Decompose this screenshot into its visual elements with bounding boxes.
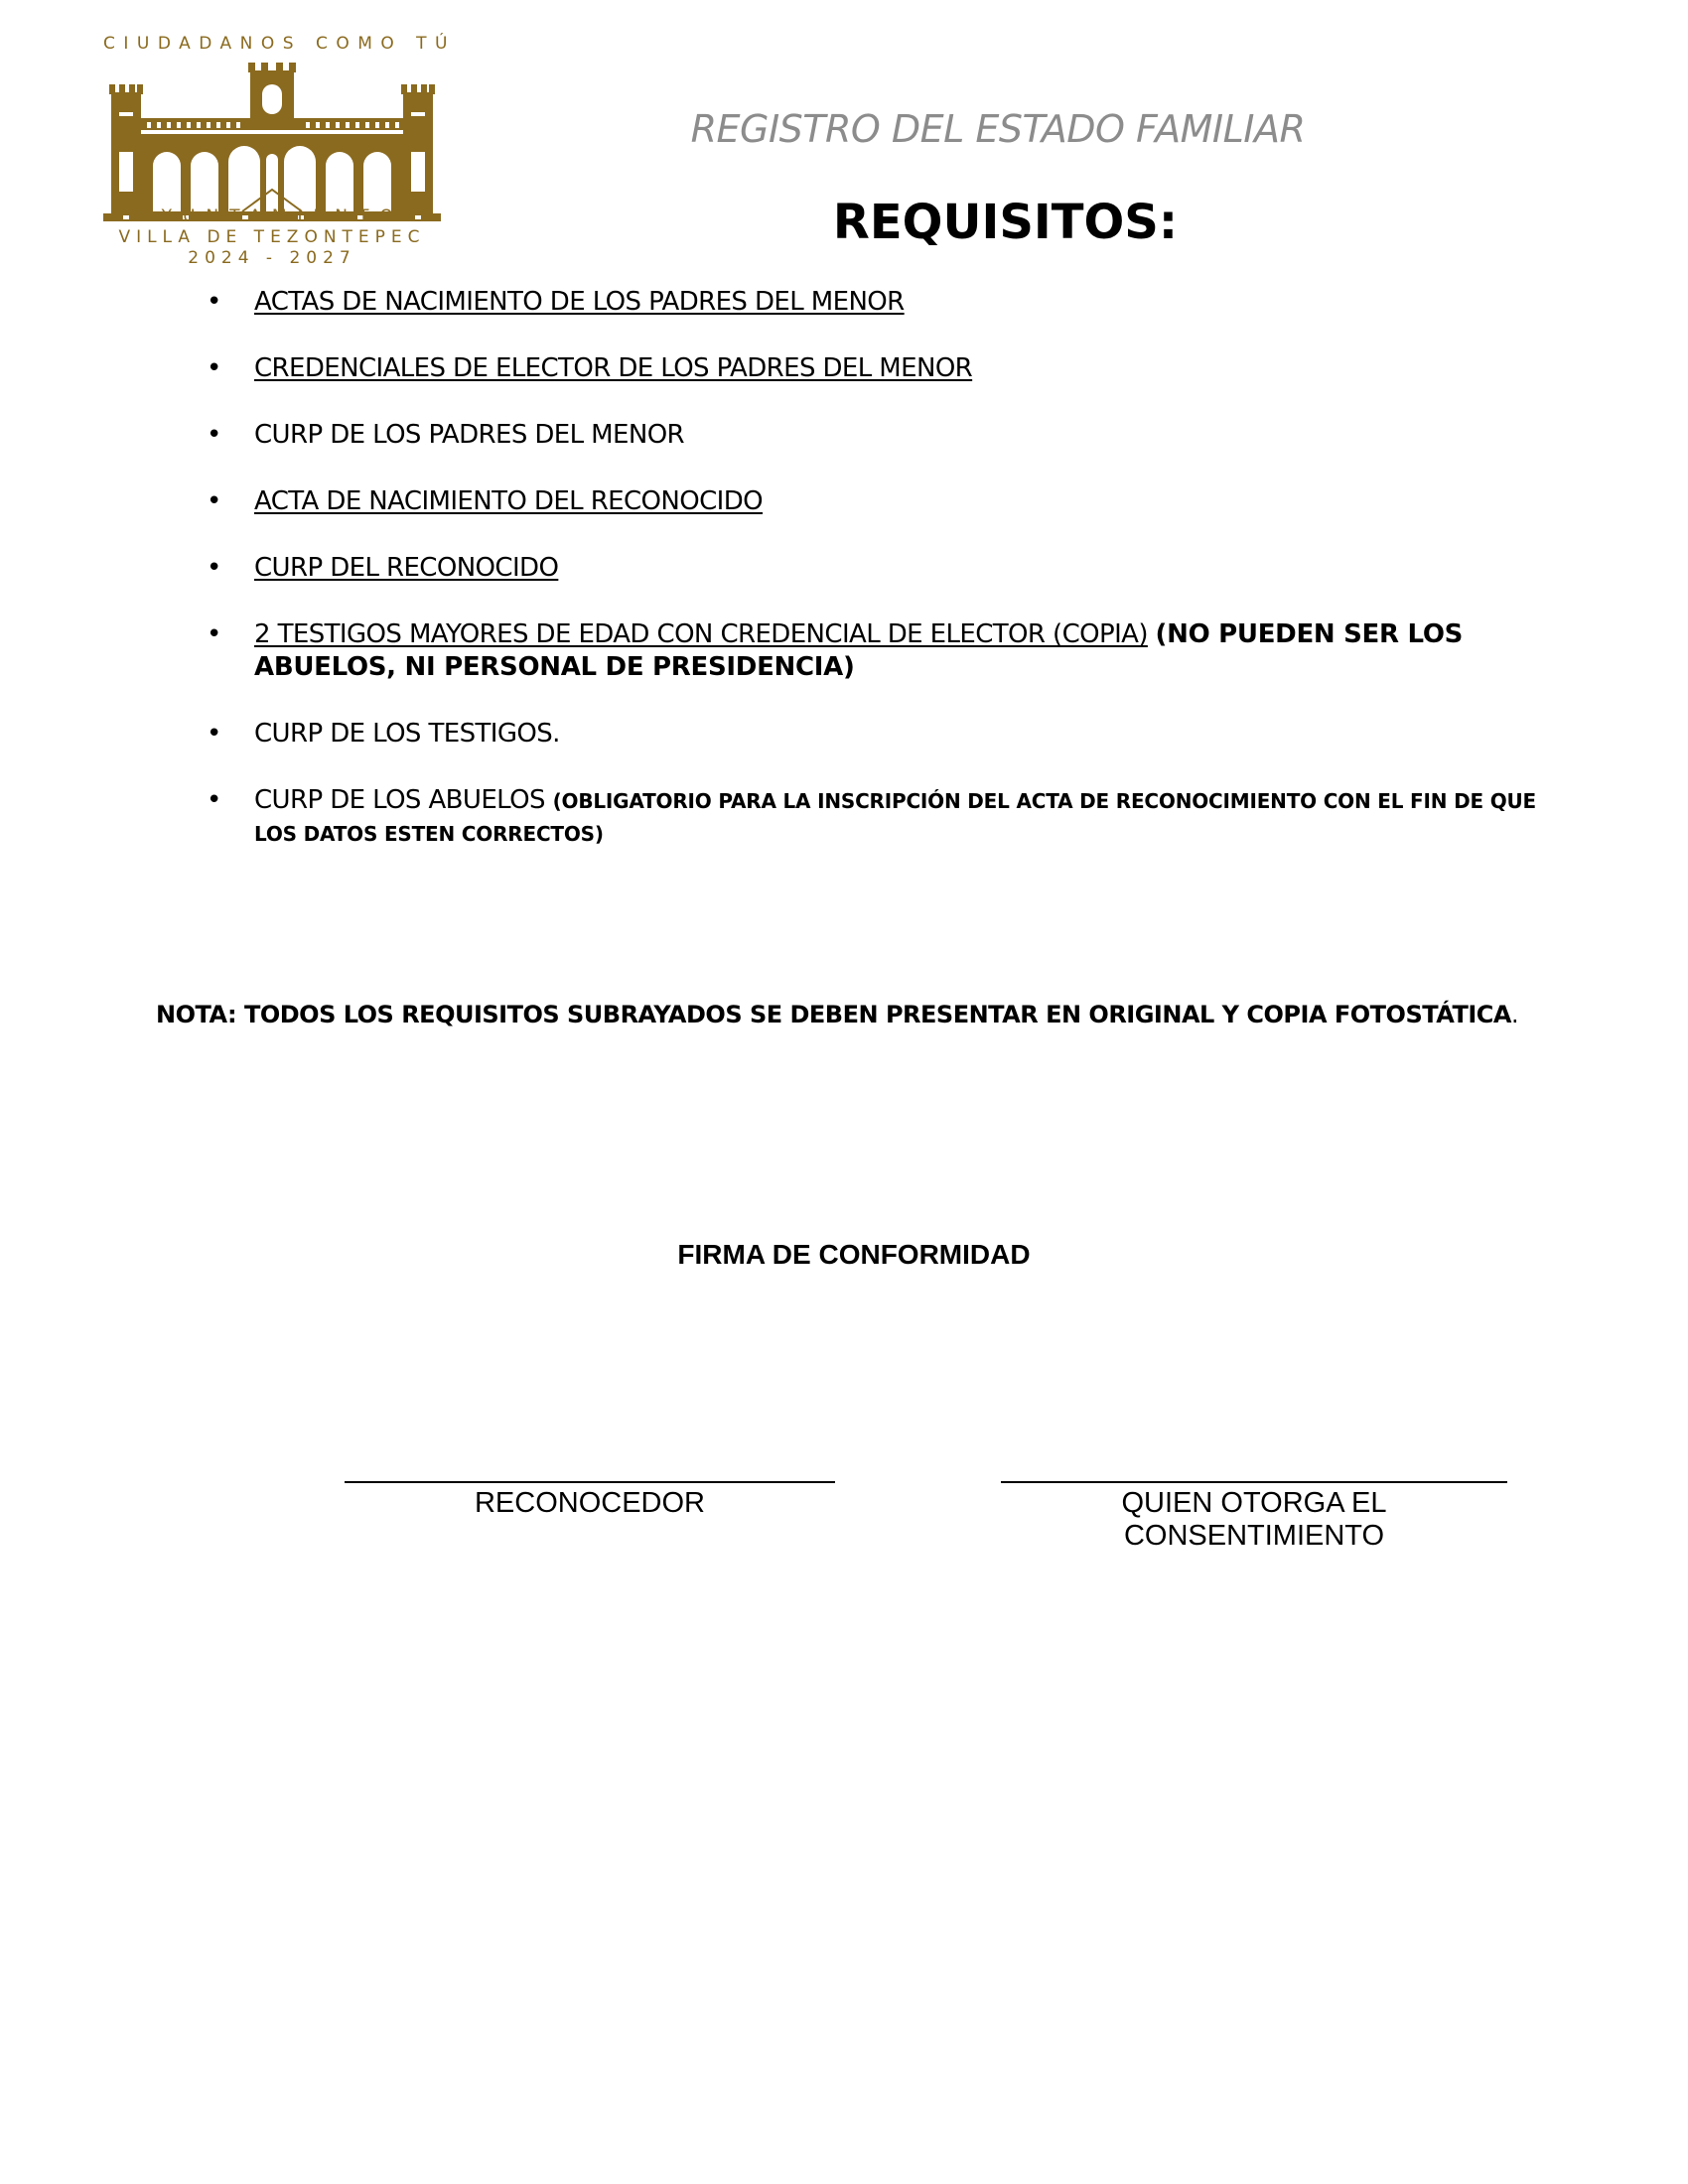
municipal-logo [103,30,456,273]
signature-line [345,1481,835,1483]
list-item [203,485,1583,518]
requirement-text: ACTAS DE NACIMIENTO DE LOS PADRES DEL MENOR [254,287,905,317]
signature-label-left: RECONOCEDOR [474,1487,705,1519]
note-text [156,1001,1586,1028]
requirement-text: CURP DEL RECONOCIDO [254,553,559,583]
bullet-icon: • [207,785,221,815]
bullet-icon: • [207,486,221,516]
logo-period: 2024 - 2027 [188,248,356,268]
requirements-list [203,286,1583,884]
bullet-icon: • [207,619,221,649]
requirement-note: (NO PUEDEN SER LOS ABUELOS, NI PERSONAL DE PRESIDENCIA) [254,619,1464,682]
signature-line [1001,1481,1507,1483]
signature-section-title: FIRMA DE CONFORMIDAD [677,1239,1031,1270]
bullet-icon: • [207,287,221,317]
list-item [203,286,1583,319]
building-icon [103,63,441,226]
list-item [203,552,1583,585]
bullet-icon: • [207,719,221,749]
requirement-note: (OBLIGATORIO PARA LA INSCRIPCIÓN DEL ACTA DE RECONOCIMIENTO CON EL FIN DE QUE LOS DATOS ESTEN CORRECTOS) [254,789,1536,846]
logo-municipality: VILLA DE TEZONTEPEC [118,227,426,247]
signature-block-right [999,1481,1509,1553]
list-item [203,618,1583,684]
page-title: REQUISITOS: [832,195,1179,250]
requirement-text: CREDENCIALES DE ELECTOR DE LOS PADRES DEL MENOR [254,353,973,383]
requirement-text: CURP DE LOS PADRES DEL MENOR [254,420,685,450]
bullet-icon: • [207,553,221,583]
requirement-text: 2 TESTIGOS MAYORES DE EDAD CON CREDENCIAL DE ELECTOR (COPIA) [254,619,1148,649]
requirement-text: CURP DE LOS TESTIGOS. [254,719,560,749]
logo-ayuntamiento: AYUNTAMIENTO [140,206,404,226]
list-item [203,718,1583,751]
document-heading: REGISTRO DEL ESTADO FAMILIAR [690,107,1306,151]
list-item [203,352,1583,385]
requirement-text: CURP DE LOS ABUELOS [254,785,545,815]
bullet-icon: • [207,420,221,450]
note-period: . [1510,1001,1519,1028]
requirement-text: ACTA DE NACIMIENTO DEL RECONOCIDO [254,486,764,516]
note-body: NOTA: TODOS LOS REQUISITOS SUBRAYADOS SE DEBEN PRESENTAR EN ORIGINAL Y COPIA FOTOSTÁTICA [156,1001,1511,1028]
signature-label-right: QUIEN OTORGA EL CONSENTIMIENTO [1121,1487,1387,1552]
logo-top-text: CIUDADANOS COMO TÚ [103,34,456,54]
signature-block-left [344,1481,836,1520]
list-item [203,784,1583,850]
bullet-icon: • [207,353,221,383]
list-item [203,419,1583,452]
